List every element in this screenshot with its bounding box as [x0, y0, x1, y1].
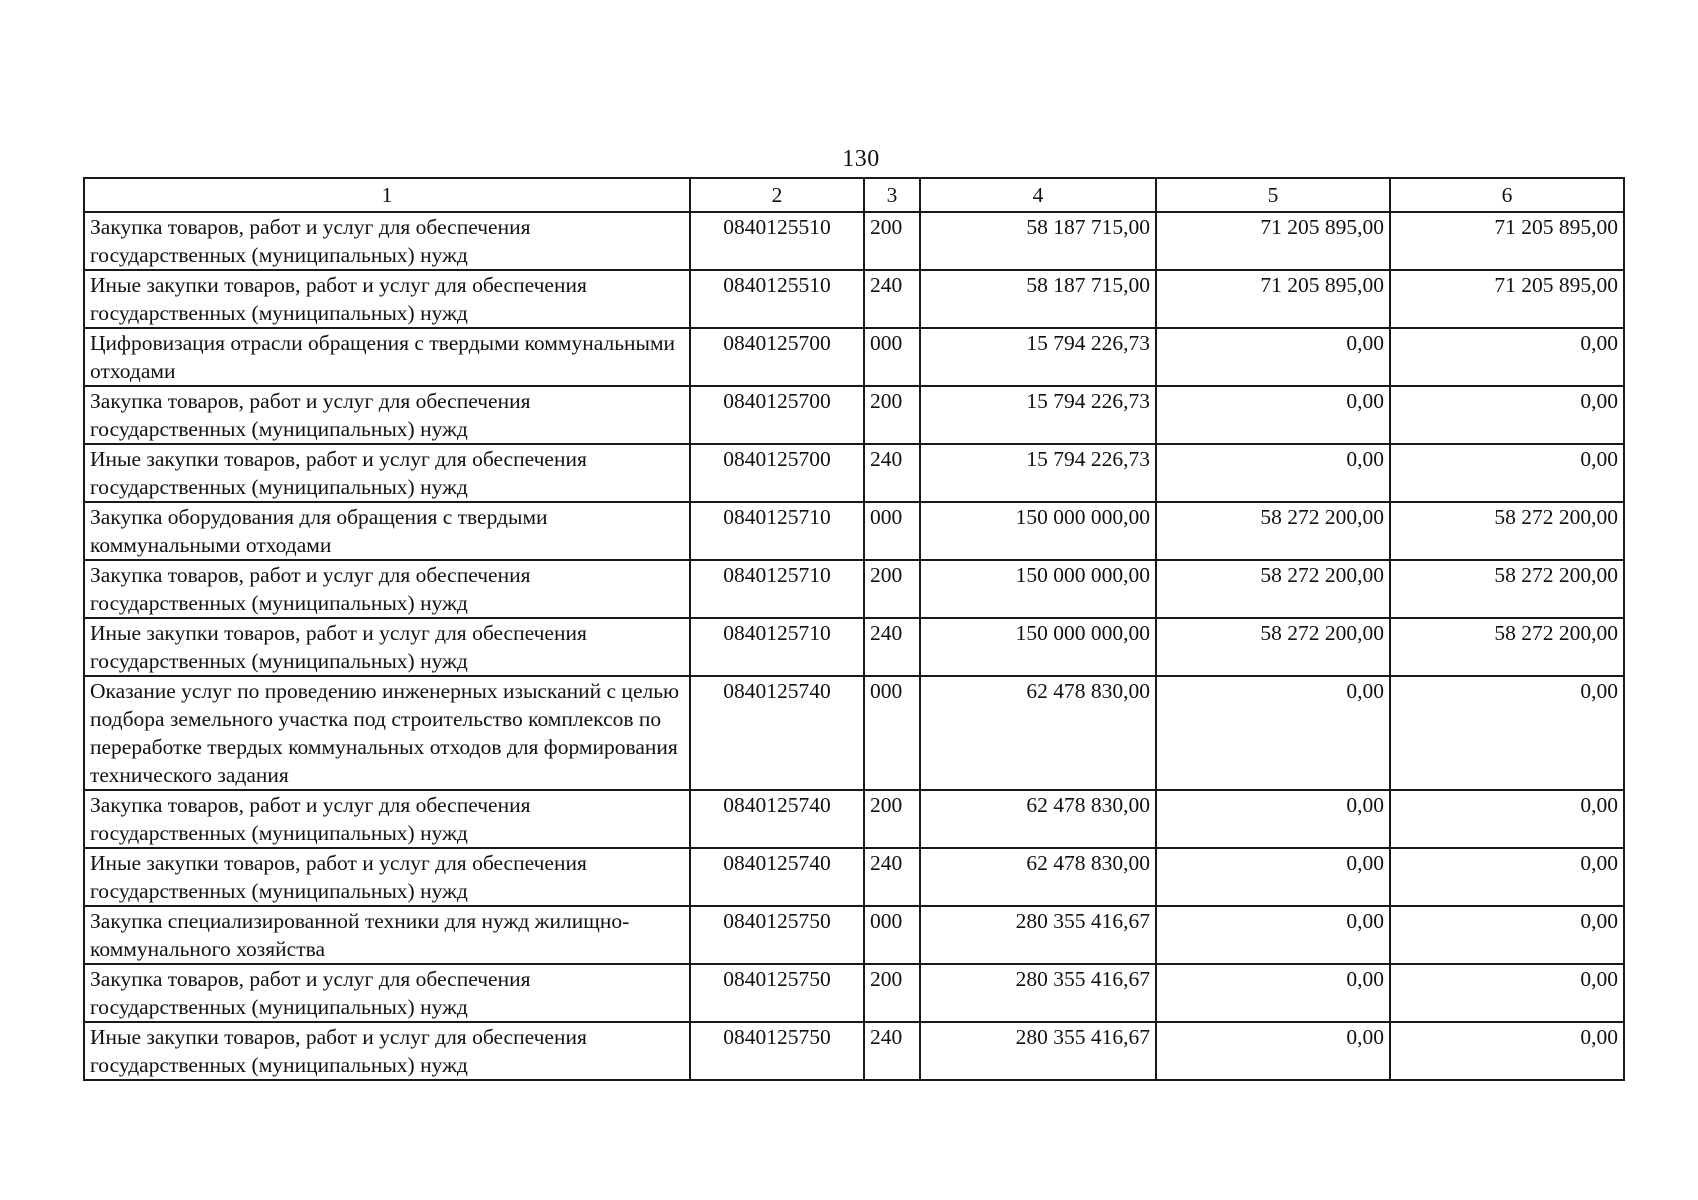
table-row: [84, 444, 1624, 502]
row-target-code: 0840125740: [690, 848, 864, 906]
row-amount-col6: 71 205 895,00: [1390, 270, 1624, 328]
row-description: Иные закупки товаров, работ и услуг для обеспечения государственных (муниципальных) нужд: [84, 848, 690, 906]
column-header: 2: [690, 178, 864, 212]
row-amount-col6: 0,00: [1390, 386, 1624, 444]
row-description: Иные закупки товаров, работ и услуг для обеспечения государственных (муниципальных) нужд: [84, 1022, 690, 1080]
row-target-code: 0840125510: [690, 270, 864, 328]
row-expense-type: 200: [864, 560, 920, 618]
row-amount-col4: 15 794 226,73: [920, 328, 1156, 386]
row-target-code: 0840125510: [690, 212, 864, 270]
column-header: 5: [1156, 178, 1390, 212]
table-row: [84, 848, 1624, 906]
row-description: Закупка товаров, работ и услуг для обеспечения государственных (муниципальных) нужд: [84, 212, 690, 270]
table-row: [84, 676, 1624, 790]
row-expense-type: 240: [864, 848, 920, 906]
row-expense-type: 000: [864, 328, 920, 386]
row-description: Иные закупки товаров, работ и услуг для обеспечения государственных (муниципальных) нужд: [84, 270, 690, 328]
row-description: Цифровизация отрасли обращения с твердыми коммунальными отходами: [84, 328, 690, 386]
row-target-code: 0840125710: [690, 560, 864, 618]
row-amount-col6: 71 205 895,00: [1390, 212, 1624, 270]
row-amount-col5: 58 272 200,00: [1156, 502, 1390, 560]
table-row: [84, 560, 1624, 618]
row-target-code: 0840125740: [690, 676, 864, 790]
table-row: [84, 618, 1624, 676]
row-expense-type: 240: [864, 270, 920, 328]
row-amount-col4: 58 187 715,00: [920, 270, 1156, 328]
budget-table: [83, 177, 1625, 1081]
row-amount-col4: 62 478 830,00: [920, 790, 1156, 848]
row-amount-col6: 58 272 200,00: [1390, 618, 1624, 676]
row-amount-col5: 0,00: [1156, 386, 1390, 444]
row-amount-col5: 0,00: [1156, 1022, 1390, 1080]
row-amount-col5: 0,00: [1156, 790, 1390, 848]
table-row: [84, 964, 1624, 1022]
row-expense-type: 200: [864, 386, 920, 444]
row-description: Иные закупки товаров, работ и услуг для обеспечения государственных (муниципальных) нужд: [84, 618, 690, 676]
row-expense-type: 240: [864, 1022, 920, 1080]
row-amount-col5: 0,00: [1156, 906, 1390, 964]
row-target-code: 0840125700: [690, 328, 864, 386]
column-header: 1: [84, 178, 690, 212]
row-amount-col4: 150 000 000,00: [920, 618, 1156, 676]
row-target-code: 0840125710: [690, 618, 864, 676]
page-number: 130: [842, 146, 880, 172]
row-amount-col6: 58 272 200,00: [1390, 502, 1624, 560]
table-header: [84, 178, 1624, 212]
row-expense-type: 240: [864, 618, 920, 676]
row-target-code: 0840125700: [690, 444, 864, 502]
row-description: Закупка товаров, работ и услуг для обеспечения государственных (муниципальных) нужд: [84, 386, 690, 444]
column-header: 4: [920, 178, 1156, 212]
row-amount-col5: 0,00: [1156, 328, 1390, 386]
row-amount-col5: 58 272 200,00: [1156, 560, 1390, 618]
row-target-code: 0840125700: [690, 386, 864, 444]
row-amount-col5: 0,00: [1156, 676, 1390, 790]
row-expense-type: 000: [864, 906, 920, 964]
row-amount-col5: 0,00: [1156, 848, 1390, 906]
table-row: [84, 270, 1624, 328]
row-amount-col6: 0,00: [1390, 1022, 1624, 1080]
row-target-code: 0840125710: [690, 502, 864, 560]
row-amount-col4: 150 000 000,00: [920, 560, 1156, 618]
row-amount-col4: 15 794 226,73: [920, 444, 1156, 502]
row-amount-col4: 62 478 830,00: [920, 676, 1156, 790]
row-amount-col4: 58 187 715,00: [920, 212, 1156, 270]
table-row: [84, 328, 1624, 386]
row-amount-col5: 58 272 200,00: [1156, 618, 1390, 676]
row-expense-type: 000: [864, 502, 920, 560]
row-description: Закупка товаров, работ и услуг для обеспечения государственных (муниципальных) нужд: [84, 964, 690, 1022]
row-target-code: 0840125750: [690, 906, 864, 964]
table-row: [84, 502, 1624, 560]
table-row: [84, 386, 1624, 444]
row-amount-col5: 71 205 895,00: [1156, 212, 1390, 270]
row-description: Закупка товаров, работ и услуг для обеспечения государственных (муниципальных) нужд: [84, 790, 690, 848]
row-expense-type: 200: [864, 964, 920, 1022]
row-amount-col4: 280 355 416,67: [920, 964, 1156, 1022]
row-amount-col6: 0,00: [1390, 906, 1624, 964]
row-expense-type: 200: [864, 790, 920, 848]
row-amount-col6: 0,00: [1390, 444, 1624, 502]
row-amount-col6: 0,00: [1390, 676, 1624, 790]
column-header: 3: [864, 178, 920, 212]
table-row: [84, 1022, 1624, 1080]
table-row: [84, 906, 1624, 964]
row-description: Закупка товаров, работ и услуг для обеспечения государственных (муниципальных) нужд: [84, 560, 690, 618]
row-target-code: 0840125740: [690, 790, 864, 848]
row-expense-type: 000: [864, 676, 920, 790]
row-amount-col5: 0,00: [1156, 964, 1390, 1022]
row-amount-col6: 58 272 200,00: [1390, 560, 1624, 618]
table-body: [84, 212, 1624, 1080]
row-amount-col4: 280 355 416,67: [920, 906, 1156, 964]
row-amount-col4: 62 478 830,00: [920, 848, 1156, 906]
table-row: [84, 790, 1624, 848]
row-amount-col6: 0,00: [1390, 964, 1624, 1022]
row-amount-col5: 71 205 895,00: [1156, 270, 1390, 328]
row-amount-col6: 0,00: [1390, 328, 1624, 386]
row-description: Иные закупки товаров, работ и услуг для обеспечения государственных (муниципальных) нужд: [84, 444, 690, 502]
row-amount-col4: 15 794 226,73: [920, 386, 1156, 444]
row-amount-col4: 150 000 000,00: [920, 502, 1156, 560]
row-amount-col4: 280 355 416,67: [920, 1022, 1156, 1080]
row-expense-type: 240: [864, 444, 920, 502]
header-row: [84, 178, 1624, 212]
row-amount-col6: 0,00: [1390, 848, 1624, 906]
row-target-code: 0840125750: [690, 964, 864, 1022]
column-header: 6: [1390, 178, 1624, 212]
row-description: Закупка оборудования для обращения с твердыми коммунальными отходами: [84, 502, 690, 560]
row-amount-col5: 0,00: [1156, 444, 1390, 502]
row-description: Закупка специализированной техники для нужд жилищно-коммунального хозяйства: [84, 906, 690, 964]
row-description: Оказание услуг по проведению инженерных изысканий с целью подбора земельного участка под строительство комплексов по переработке твердых коммунальных отходов для формирования технического задания: [84, 676, 690, 790]
row-expense-type: 200: [864, 212, 920, 270]
table-row: [84, 212, 1624, 270]
row-amount-col6: 0,00: [1390, 790, 1624, 848]
row-target-code: 0840125750: [690, 1022, 864, 1080]
